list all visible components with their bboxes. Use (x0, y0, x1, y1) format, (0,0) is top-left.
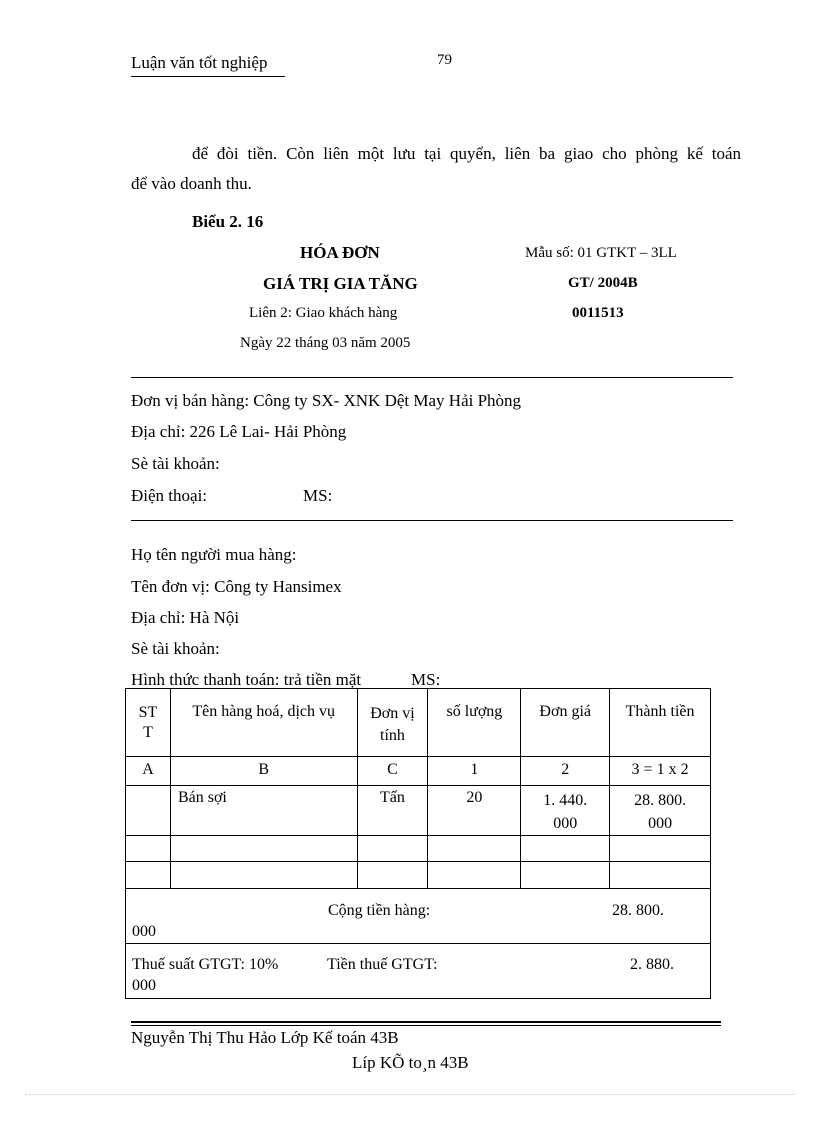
footer-author: Nguyễn Thị Thu Hảo Lớp Kế toán 43B (131, 1028, 399, 1047)
code-stt: A (126, 757, 171, 786)
invoice-title: HÓA ĐƠN (300, 243, 380, 262)
row-unit: Tấn (357, 786, 428, 836)
subtotal-label: Cộng tiền hàng: (328, 902, 431, 919)
invoice-number: 0011513 (572, 305, 624, 321)
table-row (126, 786, 711, 836)
invoice-series: GT/ 2004B (568, 275, 638, 291)
row-total-part2: 000 (648, 815, 673, 832)
row-name: Bán sợi (170, 786, 357, 836)
code-name: B (170, 757, 357, 786)
divider-2 (131, 520, 733, 521)
row-total-part1: 28. 800. (634, 792, 687, 809)
header-price: Đơn giá (521, 689, 610, 757)
code-qty: 1 (428, 757, 521, 786)
footer-class: Líp KÕ to¸n 43B (352, 1053, 469, 1072)
row-total (610, 786, 711, 836)
buyer-account: Sè tài khoản: (131, 639, 220, 658)
buyer-name: Họ tên người mua hàng: (131, 545, 297, 564)
header-name: Tên hàng hoá, dịch vụ (170, 689, 357, 757)
subtotal-value-part1: 28. 800. (612, 902, 664, 919)
seller-address: Địa chỉ: 226 Lê Lai- Hải Phòng (131, 422, 347, 441)
header-total: Thành tiền (610, 689, 711, 757)
buyer-payment: Hình thức thanh toán: trả tiền mặt (131, 670, 362, 689)
buyer-ms: MS: (411, 670, 441, 689)
invoice-table (125, 688, 711, 999)
seller-ms: MS: (303, 486, 333, 505)
intro-line-2: để vào doanh thu. (131, 174, 252, 193)
code-total: 3 = 1 x 2 (610, 757, 711, 786)
buyer-address: Địa chỉ: Hà Nội (131, 608, 240, 627)
form-label: Biểu 2. 16 (192, 212, 264, 231)
code-row (126, 757, 711, 786)
row-price (521, 786, 610, 836)
footer-rule-bottom (131, 1025, 721, 1026)
vat-value-part2: 000 (132, 977, 156, 994)
intro-line-1: để đòi tiền. Còn liên một lưu tại quyển, liên ba giao cho phòng kế toán (192, 144, 741, 163)
invoice-copy: Liên 2: Giao khách hàng (249, 305, 398, 321)
header-qty: số lượng (428, 689, 521, 757)
divider-1 (131, 377, 733, 378)
seller-account: Sè tài khoản: (131, 454, 220, 473)
empty-row (126, 836, 711, 862)
header-unit: Đơn vị tính (370, 705, 415, 744)
vat-value-part1: 2. 880. (630, 956, 674, 973)
row-price-part2: 000 (553, 815, 578, 832)
code-price: 2 (521, 757, 610, 786)
footer-rule-top (131, 1021, 721, 1023)
form-number: Mẫu số: 01 GTKT – 3LL (525, 245, 677, 261)
empty-row (126, 862, 711, 889)
header-underline (131, 76, 285, 77)
vat-rate: Thuế suất GTGT: 10% (132, 956, 279, 973)
code-unit: C (357, 757, 428, 786)
seller-phone: Điện thoại: (131, 486, 208, 505)
running-header: Luận văn tốt nghiệp (131, 53, 268, 72)
subtotal-value-part2: 000 (132, 923, 156, 940)
seller-unit: Đơn vị bán hàng: Công ty SX- XNK Dệt May Hải Phòng (131, 391, 522, 410)
buyer-unit: Tên đơn vị: Công ty Hansimex (131, 577, 342, 596)
page-edge (25, 1094, 795, 1095)
row-price-part1: 1. 440. (543, 792, 588, 809)
row-qty: 20 (428, 786, 521, 836)
subtotal-row (126, 889, 711, 944)
invoice-date: Ngày 22 tháng 03 năm 2005 (240, 335, 411, 351)
invoice-subtitle: GIÁ TRỊ GIA TĂNG (263, 274, 418, 293)
vat-row (126, 944, 711, 999)
table-header-row (126, 689, 711, 757)
header-stt: ST T (138, 704, 158, 741)
page-number: 79 (437, 52, 452, 68)
vat-label: Tiền thuế GTGT: (327, 956, 438, 973)
